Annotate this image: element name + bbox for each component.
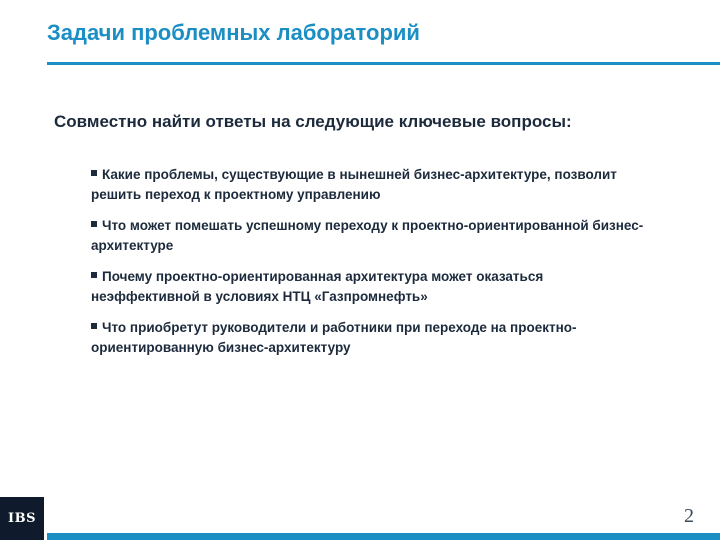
bullet-square-icon <box>91 272 97 278</box>
ibs-logo <box>0 497 44 540</box>
key-question: Совместно найти ответы на следующие ключевые вопросы: <box>54 112 572 131</box>
bullet-text: Что приобретут руководители и работники при переходе на проектно-ориентированную бизнес-архитектуру <box>91 320 577 355</box>
footer-bar <box>47 533 720 540</box>
bullet-item <box>91 267 651 307</box>
bullet-square-icon <box>91 170 97 176</box>
slide-title: Задачи проблемных лабораторий <box>47 20 420 45</box>
bullet-text: Почему проектно-ориентированная архитектура может оказаться неэффективной в условиях НТЦ «Газпромнефть» <box>91 269 544 304</box>
page-number: 2 <box>684 505 694 527</box>
bullet-text: Что может помешать успешному переходу к проектно-ориентированной бизнес-архитектуре <box>91 218 644 253</box>
bullet-item <box>91 216 651 256</box>
bullet-square-icon <box>91 221 97 227</box>
logo-text: IBS <box>8 511 36 526</box>
title-underline <box>47 62 720 65</box>
bullet-item <box>91 165 651 205</box>
bullet-text: Какие проблемы, существующие в нынешней бизнес-архитектуре, позволит решить переход к проектному управлению <box>91 167 617 202</box>
bullet-square-icon <box>91 323 97 329</box>
bullet-item <box>91 318 651 358</box>
bullet-list <box>91 165 651 369</box>
